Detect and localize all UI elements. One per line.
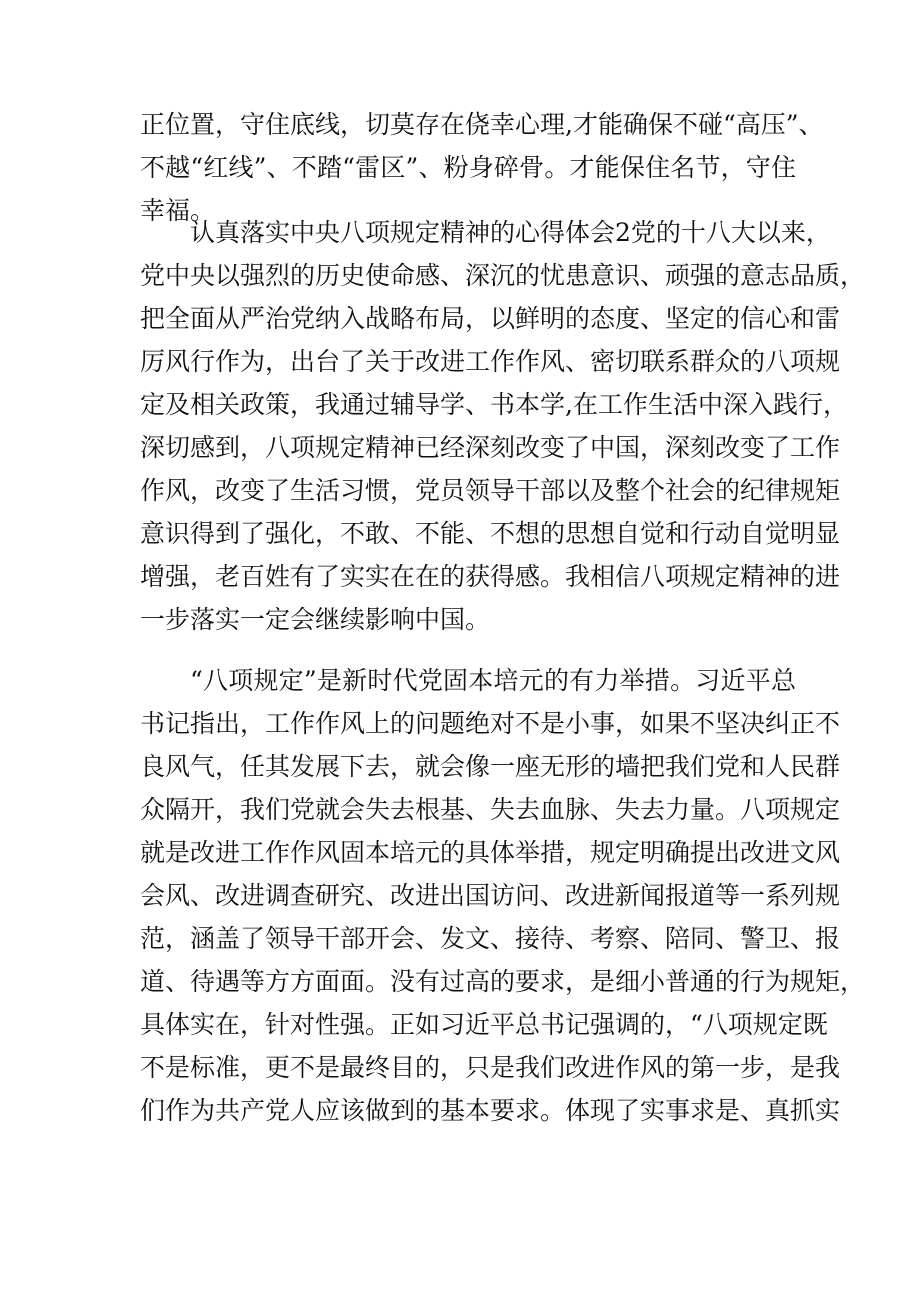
text-line: 会风、改进调查研究、改进出国访问、改进新闻报道等一系列规 <box>140 881 841 910</box>
text-line: 认真落实中央八项规定精神的心得体会2党的十八大以来， <box>190 218 831 247</box>
text-line: 意识得到了强化，不敢、不能、不想的思想自觉和行动自觉明显 <box>140 519 841 548</box>
text-line: 深切感到，八项规定精神已经深刻改变了中国，深刻改变了工作 <box>140 433 841 462</box>
text-line: 增强，老百姓有了实实在在的获得感。我相信八项规定精神的进 <box>140 562 841 591</box>
text-line: 具体实在，针对性强。正如习近平总书记强调的，“八项规定既 <box>140 1010 828 1039</box>
text-line: 党中央以强烈的历史使命感、深沉的忧患意识、顽强的意志品质， <box>140 261 866 290</box>
paragraph-2 <box>140 211 866 641</box>
paragraph-3 <box>140 659 866 1132</box>
text-line: 定及相关政策，我通过辅导学、书本学,在工作生活中深入践行， <box>140 390 848 419</box>
text-line: 正位置，守住底线，切莫存在侥幸心理,才能确保不碰“高压”、 <box>140 110 824 139</box>
text-line: “八项规定”是新时代党固本培元的有力举措。习近平总 <box>190 666 796 695</box>
text-line: 书记指出，工作作风上的问题绝对不是小事，如果不坚决纠正不 <box>140 709 841 738</box>
text-line: 作风，改变了生活习惯，党员领导干部以及整个社会的纪律规矩 <box>140 476 841 505</box>
text-line: 不是标准，更不是最终目的，只是我们改进作风的第一步，是我 <box>140 1053 841 1082</box>
text-line: 良风气，任其发展下去，就会像一座无形的墙把我们党和人民群 <box>140 752 841 781</box>
text-line: 道、待遇等方方面面。没有过高的要求，是细小普通的行为规矩， <box>140 967 866 996</box>
text-line: 幸福。 <box>140 196 216 225</box>
text-line: 众隔开，我们党就会失去根基、失去血脉、失去力量。八项规定 <box>140 795 841 824</box>
text-line: 一步落实一定会继续影响中国。 <box>140 605 491 634</box>
text-line: 范，涵盖了领导干部开会、发文、接待、考察、陪同、警卫、报 <box>140 924 841 953</box>
text-line: 就是改进工作作风固本培元的具体举措，规定明确提出改进文风 <box>140 838 841 867</box>
text-line: 不越“红线”、不踏“雷区”、粉身碎骨。才能保住名节，守住 <box>140 153 796 182</box>
text-line: 把全面从严治党纳入战略布局，以鲜明的态度、坚定的信心和雷 <box>140 304 841 333</box>
text-line: 们作为共产党人应该做到的基本要求。体现了实事求是、真抓实 <box>140 1096 841 1125</box>
text-line: 厉风行作为，出台了关于改进工作作风、密切联系群众的八项规 <box>140 347 841 376</box>
